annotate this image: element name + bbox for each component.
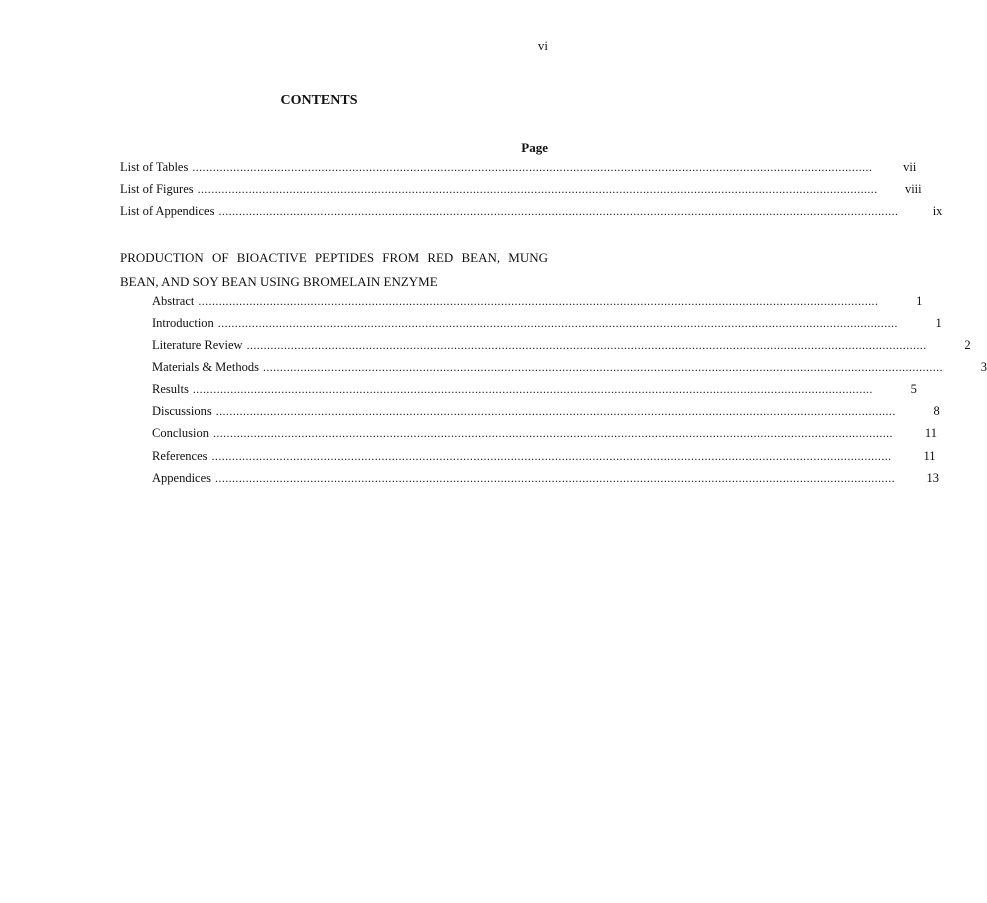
dot-leader: ........................................................................................................................................................................................................	[215, 471, 896, 485]
toc-row-results[interactable]	[152, 382, 917, 400]
dot-leader: ........................................................................................................................................................................................................	[217, 316, 898, 330]
dot-leader: ........................................................................................................................................................................................................	[211, 449, 892, 463]
toc-page: 3	[980, 360, 987, 374]
toc-page: 11	[924, 426, 937, 440]
page-number: vi	[537, 38, 548, 53]
toc-label: Discussions	[152, 404, 212, 418]
dot-leader: ........................................................................................................................................................................................................	[197, 182, 878, 196]
section-title	[120, 246, 548, 294]
toc-label: References	[152, 449, 208, 463]
toc-label: List of Appendices	[120, 204, 215, 218]
toc-label: List of Tables	[120, 160, 189, 174]
toc-page: 13	[926, 471, 940, 485]
toc-row-introduction[interactable]	[152, 316, 942, 334]
toc-row-references[interactable]	[152, 449, 936, 467]
toc-row-appendices[interactable]	[152, 471, 940, 489]
section-title-line-2: BEAN, AND SOY BEAN USING BROMELAIN ENZYME	[120, 274, 438, 289]
toc-label: Literature Review	[152, 338, 243, 352]
dot-leader: ........................................................................................................................................................................................................	[212, 426, 893, 440]
toc-page: vii	[903, 160, 917, 174]
toc-row-conclusion[interactable]	[152, 426, 937, 444]
toc-label: Conclusion	[152, 426, 209, 440]
toc-row-literature-review[interactable]	[152, 338, 971, 356]
toc-label: Introduction	[152, 316, 214, 330]
toc-row-list-of-appendices[interactable]	[120, 204, 943, 222]
toc-page: 11	[923, 449, 936, 463]
toc-row-abstract[interactable]	[152, 294, 923, 312]
toc-page: 1	[935, 316, 942, 330]
dot-leader: ........................................................................................................................................................................................................	[192, 160, 873, 174]
dot-leader: ........................................................................................................................................................................................................	[192, 382, 873, 396]
dot-leader: ........................................................................................................................................................................................................	[218, 204, 899, 218]
toc-label: List of Figures	[120, 182, 194, 196]
dot-leader: ........................................................................................................................................................................................................	[262, 360, 943, 374]
section-title-line-1: PRODUCTION OF BIOACTIVE PEPTIDES FROM RED BEAN, MUNG	[120, 250, 548, 265]
toc-row-list-of-tables[interactable]	[120, 160, 917, 178]
toc-label: Abstract	[152, 294, 195, 308]
toc-page: 1	[916, 294, 923, 308]
page-title: CONTENTS	[280, 93, 358, 108]
toc-label: Appendices	[152, 471, 212, 485]
toc-row-list-of-figures[interactable]	[120, 182, 922, 200]
dot-leader: ........................................................................................................................................................................................................	[198, 294, 879, 308]
toc-page: ix	[932, 204, 943, 218]
toc-label: Materials & Methods	[152, 360, 259, 374]
toc-page: 2	[964, 338, 971, 352]
toc-row-materials-methods[interactable]	[152, 360, 987, 378]
toc-row-discussions[interactable]	[152, 404, 940, 422]
toc-page: 8	[933, 404, 940, 418]
dot-leader: ........................................................................................................................................................................................................	[246, 338, 927, 352]
toc-page: 5	[910, 382, 917, 396]
dot-leader: ........................................................................................................................................................................................................	[215, 404, 896, 418]
toc-page: viii	[904, 182, 922, 196]
page-column-header: Page	[521, 140, 548, 155]
toc-label: Results	[152, 382, 189, 396]
